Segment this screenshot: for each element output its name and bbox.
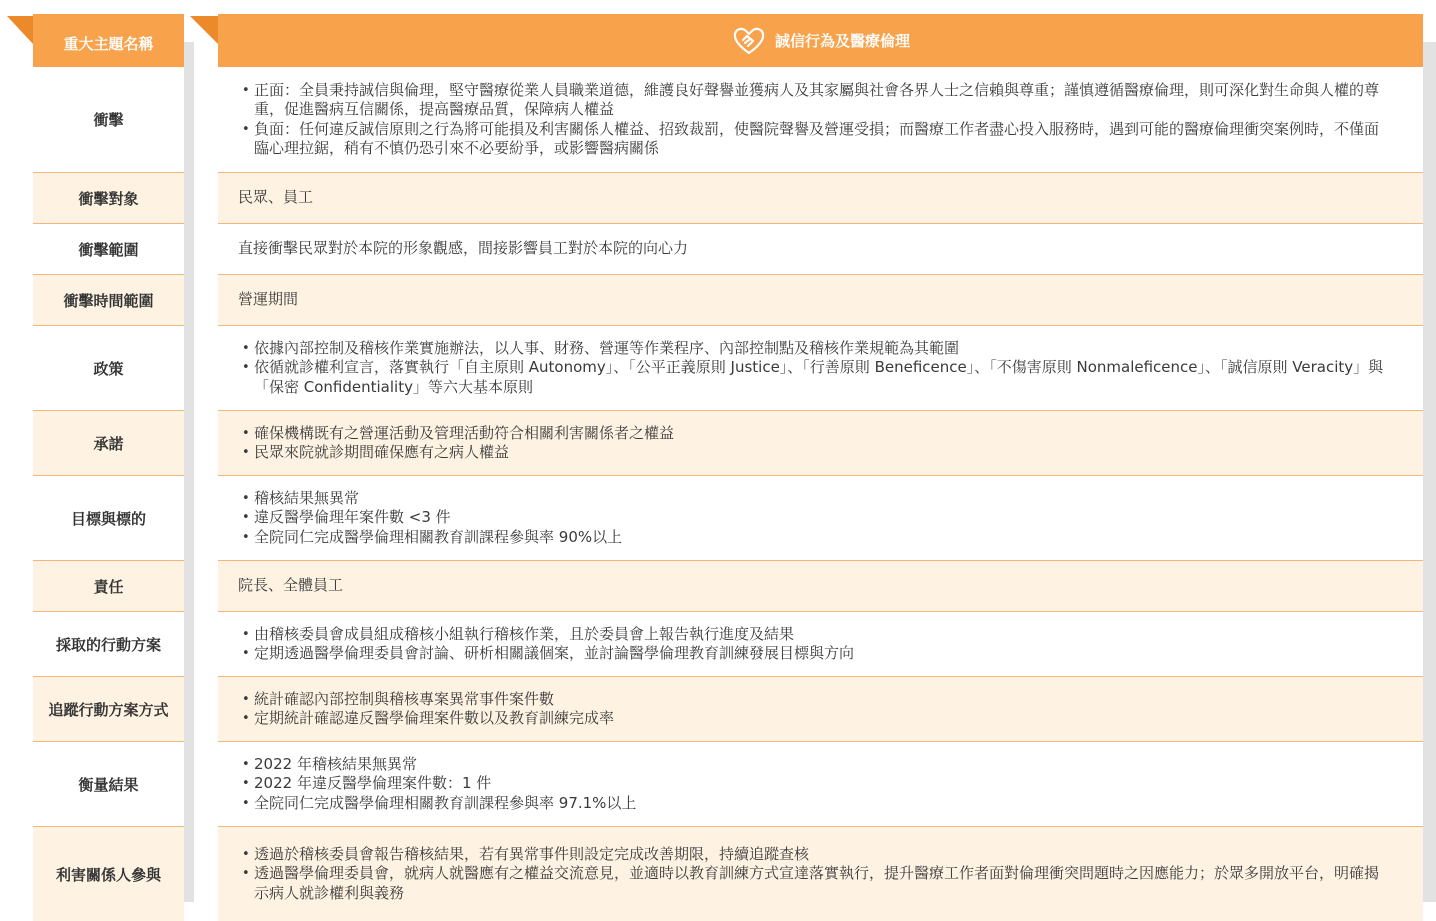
row-label: 政策 (33, 325, 184, 410)
row-content (218, 410, 1423, 475)
row-label: 目標與標的 (33, 475, 184, 560)
table-row (0, 611, 1436, 676)
bullet-item: • 定期透過醫學倫理委員會討論、研析相關議個案，並討論醫學倫理教育訓練發展目標與方向 (238, 644, 854, 664)
bullet-item: • 民眾來院就診期間確保應有之病人權益 (238, 443, 674, 463)
table-row (0, 741, 1436, 826)
row-label: 衝擊 (33, 67, 184, 172)
topic-title-header (218, 14, 1423, 67)
table-row (0, 325, 1436, 410)
row-text: 直接衝擊民眾對於本院的形象觀感，間接影響員工對於本院的向心力 (238, 239, 689, 258)
bullet-item: • 2022 年稽核結果無異常 (238, 755, 636, 775)
row-content (218, 274, 1423, 325)
table-row (0, 67, 1436, 172)
row-content (218, 826, 1423, 921)
bullet-item: • 稽核結果無異常 (238, 489, 622, 509)
bullet-list (238, 339, 1393, 398)
bullet-list (238, 489, 622, 548)
row-content (218, 67, 1423, 172)
bullet-item: • 定期統計確認違反醫學倫理案件數以及教育訓練完成率 (238, 709, 614, 729)
table-row (0, 410, 1436, 475)
bullet-item: • 透過醫學倫理委員會，就病人就醫應有之權益交流意見，並適時以教育訓練方式宣達落實執行，提升醫療工作者面對倫理衝突問題時之因應能力；於眾多開放平台，明確揭示病人就診權利與義務 (238, 864, 1393, 903)
table-row (0, 826, 1436, 921)
row-content (218, 560, 1423, 611)
bullet-item: • 2022 年違反醫學倫理案件數：1 件 (238, 774, 636, 794)
table-row (0, 560, 1436, 611)
bullet-item: • 違反醫學倫理年案件數 <3 件 (238, 508, 622, 528)
table-row (0, 475, 1436, 560)
bullet-list (238, 690, 614, 729)
bullet-item: • 正面：全員秉持誠信與倫理，堅守醫療從業人員職業道德，維護良好聲譽並獲病人及其家屬與社會各界人士之信賴與尊重；謹慎遵循醫療倫理，則可深化對生命與人權的尊重，促進醫病互信關係，提高醫療品質，保障病人權益 (238, 81, 1393, 120)
left-header-fold (7, 16, 33, 44)
bullet-list (238, 424, 674, 463)
row-content (218, 611, 1423, 676)
bullet-item: • 透過於稽核委員會報告稽核結果，若有異常事件則設定完成改善期限，持續追蹤查核 (238, 845, 1393, 865)
bullet-item: • 依循就診權利宣言，落實執行「自主原則 Autonomy」、「公平正義原則 Justice」、「行善原則 Beneficence」、「不傷害原則 Nonmaleficence」、「誠信原則 Veracity」與「保密 Confidentiality」等六大基本原則 (238, 358, 1393, 397)
table-row (0, 676, 1436, 741)
topic-name-header (33, 14, 184, 67)
row-label: 衡量結果 (33, 741, 184, 826)
table-row (0, 274, 1436, 325)
row-text: 營運期間 (238, 290, 299, 309)
row-label: 追蹤行動方案方式 (33, 676, 184, 741)
bullet-list (238, 81, 1393, 159)
row-label: 衝擊時間範圍 (33, 274, 184, 325)
row-content (218, 741, 1423, 826)
table-row (0, 172, 1436, 223)
bullet-item: • 全院同仁完成醫學倫理相關教育訓課程參與率 97.1%以上 (238, 794, 636, 814)
table-row (0, 223, 1436, 274)
row-content (218, 223, 1423, 274)
bullet-list (238, 755, 636, 814)
row-content (218, 475, 1423, 560)
row-content (218, 676, 1423, 741)
bullet-item: • 確保機構既有之營運活動及管理活動符合相關利害關係者之權益 (238, 424, 674, 444)
heart-hand-icon (731, 23, 767, 59)
bullet-item: • 全院同仁完成醫學倫理相關教育訓課程參與率 90%以上 (238, 528, 622, 548)
row-label: 利害關係人參與 (33, 826, 184, 921)
row-label: 責任 (33, 560, 184, 611)
bullet-item: • 由稽核委員會成員組成稽核小組執行稽核作業，且於委員會上報告執行進度及結果 (238, 625, 854, 645)
bullet-list (238, 625, 854, 664)
row-content (218, 325, 1423, 410)
bullet-list (238, 845, 1393, 904)
row-content (218, 172, 1423, 223)
row-text: 院長、全體員工 (238, 576, 344, 595)
bullet-item: • 依據內部控制及稽核作業實施辦法，以人事、財務、營運等作業程序、內部控制點及稽核作業規範為其範圍 (238, 339, 1393, 359)
row-label: 衝擊對象 (33, 172, 184, 223)
row-label: 採取的行動方案 (33, 611, 184, 676)
bullet-item: • 負面：任何違反誠信原則之行為將可能損及利害關係人權益、招致裁罰，使醫院聲譽及營運受損；而醫療工作者盡心投入服務時，遇到可能的醫療倫理衝突案例時，不僅面臨心理拉鋸，稍有不慎仍恐引來不必要紛爭，或影響醫病關係 (238, 120, 1393, 159)
right-header-fold (190, 16, 218, 44)
topic-name-header-label: 重大主題名稱 (63, 35, 154, 53)
topic-title-label: 誠信行為及醫療倫理 (774, 32, 910, 50)
row-label: 承諾 (33, 410, 184, 475)
bullet-item: • 統計確認內部控制與稽核專案異常事件案件數 (238, 690, 614, 710)
row-label: 衝擊範圍 (33, 223, 184, 274)
row-text: 民眾、員工 (238, 188, 314, 207)
